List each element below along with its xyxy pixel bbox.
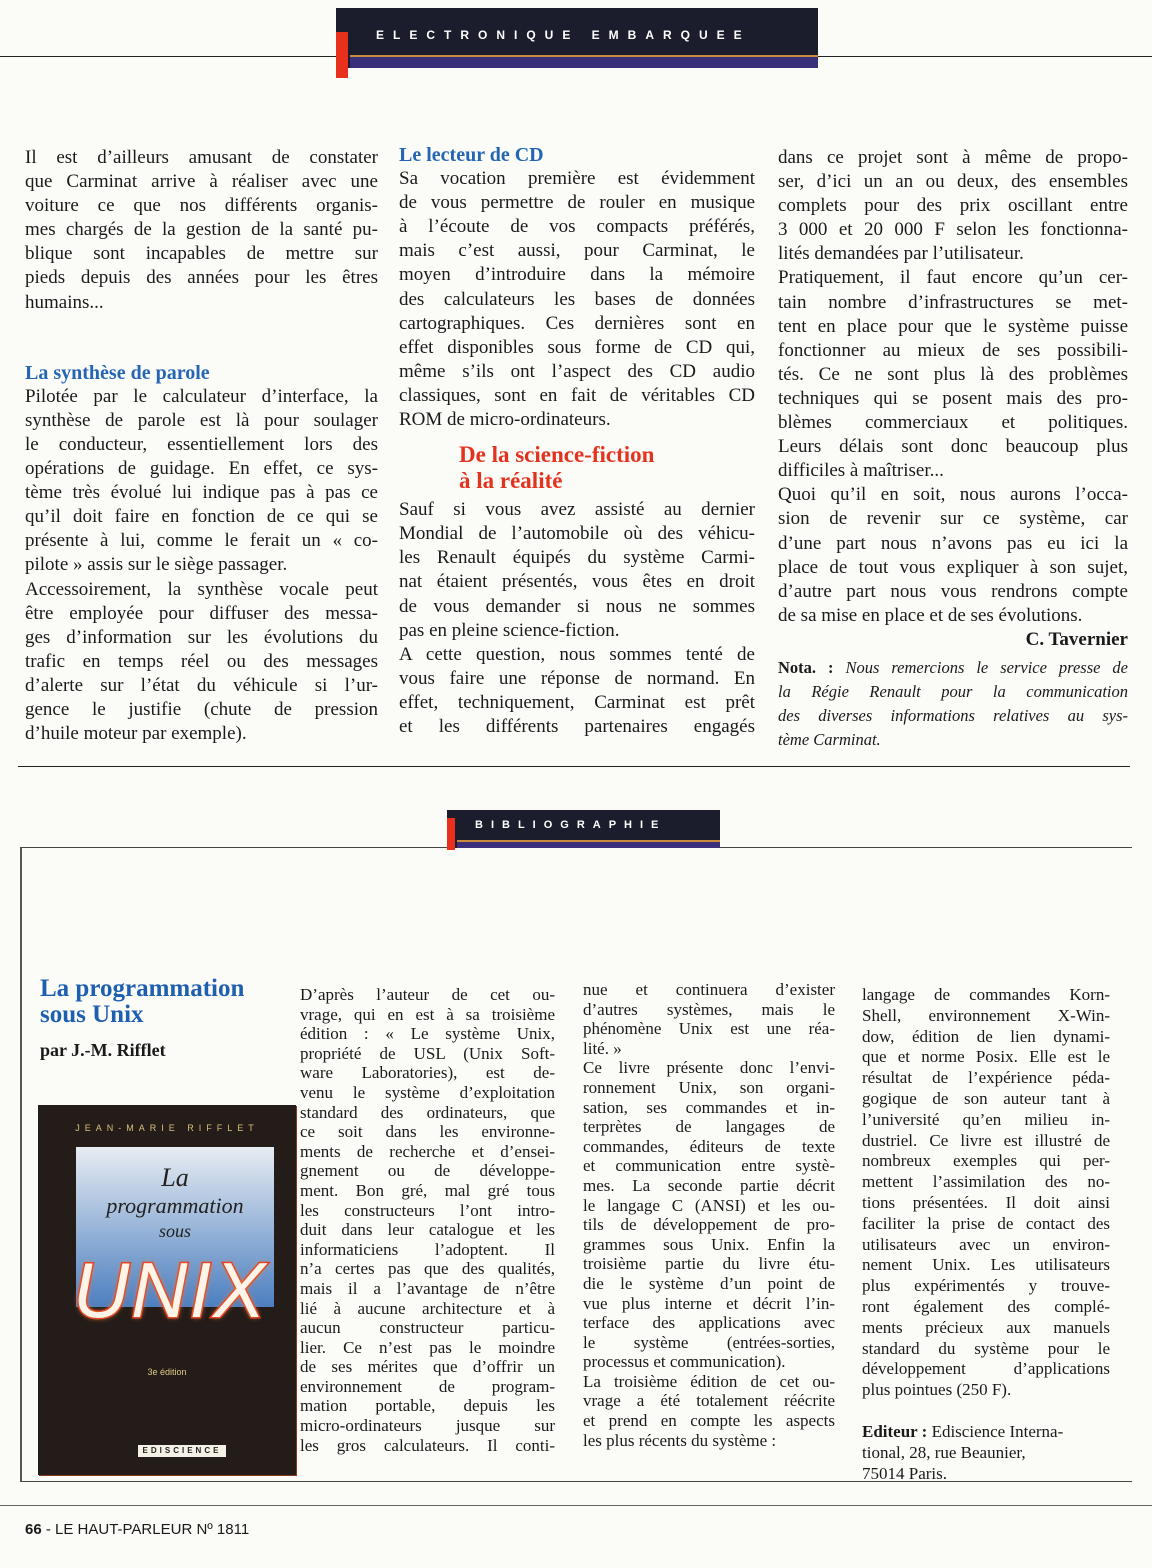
text-line: troisième partie du livre étu- [583, 1254, 835, 1274]
text-line: blèmes commerciaux et politiques. [778, 412, 1128, 434]
text-line: mes. La seconde partie décrit [583, 1175, 835, 1195]
text-line: effet, techniquement, Carminat est prêt [399, 691, 755, 713]
text-line: voiture ce que nos différents organis- [25, 195, 378, 217]
cover-unix: UNIX [72, 1246, 268, 1334]
text-line: présente à lui, comme le ferait un « co- [25, 530, 378, 552]
text-line: ments de recherche et d’ensei- [300, 1141, 555, 1161]
cover-edition: 3e édition [147, 1367, 187, 1377]
article-column-2 [399, 143, 755, 739]
text-line: et les différents partenaires engagés [399, 715, 755, 737]
text-line: Mondial de l’automobile où des véhicu- [399, 523, 755, 545]
text-line: Quoi qu’il en soit, nous aurons l’occa- [778, 484, 1128, 506]
text-line: opérations de guidage. En effet, ce sys- [25, 458, 378, 480]
text-line: venu le système d’exploitation [300, 1082, 555, 1102]
text-line: gogique de son auteur tant à [862, 1088, 1110, 1108]
heading-line: De la science-fiction [459, 442, 655, 468]
text-line: ront également des complé- [862, 1296, 1110, 1316]
text-line: être employée pour diffuser des messa- [25, 602, 378, 624]
banner-red-block [336, 32, 348, 78]
text-line: vrage a été totalement réécrite [583, 1391, 835, 1411]
section-banner [336, 8, 818, 68]
text-line: d’alerte sur l’état du véhicule si l’ur- [25, 674, 378, 696]
text-line: édition : « Le système Unix, [300, 1024, 555, 1044]
text-line: grammes sous Unix. Enfin la [583, 1234, 835, 1254]
text-line: tème très évolué lui indique pas à pas ce [25, 482, 378, 504]
text-line: processus et communication). [583, 1352, 786, 1372]
text-line: D’après l’auteur de cet ou- [300, 985, 555, 1004]
text-line: Leurs délais sont donc beaucoup plus [778, 436, 1128, 458]
text-line: commandes, éditeurs de texte [583, 1136, 835, 1156]
text-line: humains... [25, 291, 104, 313]
text-line: pas en pleine science-fiction. [399, 619, 620, 641]
text-line: blique sont incapables de mettre sur [25, 243, 378, 265]
text-line: et communication entre systè- [583, 1156, 835, 1176]
text-line: tés. Ce ne sont plus là des problèmes [778, 363, 1128, 385]
footer-rule [0, 1505, 1152, 1506]
text-line: lités demandées par l’utilisateur. [778, 243, 1024, 265]
text-line: Ce livre présente donc l’envi- [583, 1058, 835, 1078]
section-title: ELECTRONIQUE EMBARQUEE [376, 28, 751, 42]
text-line: le système (entrées-sorties, [583, 1332, 835, 1352]
text-line: qu’il doit faire en fonction de ce qui se [25, 506, 378, 528]
text-line: dustriel. Ce livre est illustré de [862, 1130, 1110, 1150]
text-line: fonctionner au mieux de ses possibili- [778, 339, 1128, 361]
nota-line: la Régie Renault pour la communication [778, 682, 1128, 701]
text-line: gence le justifie (chute de pression [25, 698, 378, 720]
spacer [862, 1401, 1110, 1422]
text-line: à l’écoute de vos compacts préférés, [399, 216, 755, 238]
text-line: standard des ordinateurs, que [300, 1102, 555, 1122]
text-line: d’une part nous n’avons pas eu ici la [778, 532, 1128, 554]
text-line: ments précieux aux manuels [862, 1317, 1110, 1337]
text-line: mettent l’assimilation des no- [862, 1172, 1110, 1192]
text-line: même s’ils ont l’aspect des CD audio [399, 360, 755, 382]
text-line: die le système d’un point de [583, 1273, 835, 1293]
text-line: résultat de l’expérience péda- [862, 1068, 1110, 1088]
text-line: dans ce projet sont à même de propo- [778, 147, 1128, 168]
text-line: ce soit dans les environne- [300, 1122, 555, 1142]
page-number: 66 [25, 1521, 42, 1538]
text-line: tils de développement de pro- [583, 1215, 835, 1235]
text-line: lier. Ce n’est pas le moindre [300, 1337, 555, 1357]
text-line: n’a certes pas que des qualités, [300, 1259, 555, 1279]
text-line: difficiles à maîtriser... [778, 460, 944, 482]
text-line: pilote » assis sur le siège passager. [25, 554, 288, 576]
text-line: plus pointues (250 F). [862, 1380, 1012, 1400]
text-line: d’autre part nous vous rendrons compte [778, 580, 1128, 602]
text-line: mais il a l’avantage de n’être [300, 1278, 555, 1298]
text-line: tions présentées. Il doit ainsi [862, 1192, 1110, 1212]
text-line: nombreux exemples qui per- [862, 1151, 1110, 1171]
text-line: mes chargés de la gestion de la santé pu- [25, 219, 378, 241]
nota-line: des diverses informations relatives au sys- [778, 706, 1128, 725]
text-line: standard du système pour le [862, 1338, 1110, 1358]
text-line: vue plus interne et décrit l’in- [583, 1293, 835, 1313]
cover-publisher: EDISCIENCE [138, 1445, 226, 1457]
nota-text: Nous remercions le service presse de [845, 658, 1128, 677]
article-column-1 [25, 146, 378, 746]
article-column-3 [778, 146, 1128, 652]
text-line: et prend en compte les aspects [583, 1411, 835, 1431]
text-line: d’autres systèmes, mais le [583, 999, 835, 1019]
nota-line: tème Carminat. [778, 730, 881, 749]
bibliography-banner [447, 810, 720, 848]
text-line: trafic en temps réel ou des messages [25, 650, 378, 672]
book-title-line: sous Unix [40, 1001, 144, 1028]
text-line: place de tout vous expliquer à son sujet, [778, 556, 1128, 578]
cover-script: La [161, 1163, 189, 1192]
footer [25, 1521, 249, 1538]
text-line: d’huile moteur par exemple). [25, 723, 247, 745]
text-line: nue et continuera d’exister [583, 980, 835, 999]
text-line: cartographiques. Ces dernières sont en [399, 312, 755, 334]
text-line: moyen d’introduire dans la mémoire [399, 264, 755, 286]
publisher-label: Editeur : [862, 1421, 928, 1441]
book-title [40, 976, 244, 1028]
review-column-1 [300, 985, 555, 1455]
text-line: La troisième édition de cet ou- [583, 1371, 835, 1391]
text-line: mais c’est aussi, pour Carminat, le [399, 240, 755, 262]
text-line: ser, d’ici un an ou deux, des ensembles [778, 171, 1128, 193]
text-line: le conducteur, essentiellement lors des [25, 433, 378, 455]
text-line: classiques, sont en fait de véritables CD [399, 384, 755, 406]
text-line: les constructeurs l’ont intro- [300, 1200, 555, 1220]
book-cover-image [38, 1105, 296, 1475]
text-line: de vous permettre de rouler en musique [399, 192, 755, 214]
text-line: les plus récents du système : [583, 1430, 777, 1450]
review-column-2 [583, 980, 835, 1450]
text-line: Sauf si vous avez assisté au dernier [399, 499, 755, 521]
text-line: ware Laboratories), est de- [300, 1063, 555, 1083]
bibliography-title: BIBLIOGRAPHIE [475, 819, 667, 831]
text-line: lié à aucune architecture et à [300, 1298, 555, 1318]
text-line: de sa mise en place et de ses évolutions. [778, 604, 1083, 626]
text-line: Sa vocation première est évidemment [399, 168, 755, 190]
nota-line [778, 656, 1128, 680]
text-line: de vous demander si nous ne sommes [399, 595, 755, 617]
banner-strip [350, 55, 818, 68]
text-line: ment. Bon gré, mal gré tous [300, 1180, 555, 1200]
text-line: 75014 Paris. [862, 1463, 947, 1483]
text-line: sation, ses commandes et in- [583, 1097, 835, 1117]
heading-line: à la réalité [459, 468, 563, 494]
text-line: propriété de USL (Unix Soft- [300, 1043, 555, 1063]
nota-label: Nota. : [778, 658, 834, 677]
text-line: les gros calculateurs. Il conti- [300, 1435, 555, 1455]
nota [778, 656, 1128, 752]
book-author: par J.-M. Rifflet [40, 1040, 166, 1060]
text-line: sion de revenir sur ce système, car [778, 508, 1128, 530]
text-line: langage de commandes Korn- [862, 985, 1110, 1004]
text-line: ges d’information sur les évolutions du [25, 626, 378, 648]
cover-script: programmation [106, 1193, 244, 1218]
text-line: complets pour des prix oscillant entre [778, 195, 1128, 217]
review-column-3 [862, 985, 1110, 1484]
cover-script: sous [158, 1221, 191, 1241]
section-heading [399, 442, 755, 494]
text-line: vrage, qui en est à sa troisième [300, 1004, 555, 1024]
text-line: synthèse de parole est là pour soulager [25, 409, 378, 431]
text-line: ROM de micro-ordinateurs. [399, 409, 611, 431]
text-line: aucun constructeur particu- [300, 1318, 555, 1338]
section-heading: La synthèse de parole [25, 361, 210, 384]
text-line: Accessoirement, la synthèse vocale peut [25, 578, 378, 600]
text-line: vous faire une réponse de normand. En [399, 667, 755, 689]
book-title-line: La programmation [40, 975, 245, 1002]
spacer [25, 315, 378, 361]
text-line: terprètes de langages de [583, 1117, 835, 1137]
text-line [862, 1422, 1110, 1443]
text-line: des calculateurs les bases de données [399, 288, 755, 310]
text-line: nat étaient présentés, vous êtes en droit [399, 571, 755, 593]
magazine-name: - LE HAUT-PARLEUR Nº 1811 [45, 1521, 250, 1538]
text-line: ronnement Unix, son organi- [583, 1077, 835, 1097]
text-line: que et norme Posix. Elle est le [862, 1047, 1110, 1067]
text-line: faciliter la prise de contact des [862, 1213, 1110, 1233]
text-line: tional, 28, rue Beaunier, [862, 1442, 1026, 1462]
text-line: les Renault équipés du système Carmi- [399, 547, 755, 569]
text-line: terface des applications avec [583, 1313, 835, 1333]
banner-strip [457, 840, 720, 848]
text-line: utilisateurs avec un environ- [862, 1234, 1110, 1254]
text-line: développement d’applications [862, 1359, 1110, 1379]
author-signature: C. Tavernier [1025, 628, 1128, 650]
text-line: duit dans leur catalogue et les [300, 1220, 555, 1240]
section-heading: Le lecteur de CD [399, 144, 544, 166]
text-line: effet disponibles sous forme de CD qui, [399, 336, 755, 358]
text-line: environnement de program- [300, 1376, 555, 1396]
text-line: dow, édition de lien dynami- [862, 1026, 1110, 1046]
section-divider [18, 766, 1130, 767]
cover-author: JEAN-MARIE RIFFLET [75, 1123, 259, 1133]
text-line: tain nombre d’infrastructures se met- [778, 291, 1128, 313]
text-line: le langage C (ANSI) et les ou- [583, 1195, 835, 1215]
text-line: mation portable, depuis les [300, 1396, 555, 1416]
text-line: l’université qu’en milieu in- [862, 1109, 1110, 1129]
text-line: Pilotée par le calculateur d’interface, la [25, 385, 378, 407]
text-line: de ses mérites que d’offrir un [300, 1357, 555, 1377]
text-line: micro-ordinateurs jusque sur [300, 1416, 555, 1436]
text-line: 3 000 et 20 000 F selon les fonctionna- [778, 219, 1128, 241]
text-line: techniques qui se posent mais des pro- [778, 387, 1128, 409]
text-line: Shell, environnement X-Win- [862, 1005, 1110, 1025]
text-line: phénomène Unix est une réa- [583, 1019, 835, 1039]
text-line: plus expérimentés y trouve- [862, 1276, 1110, 1296]
publisher-text: Ediscience Interna- [927, 1421, 1064, 1441]
text-line: gnement ou de développe- [300, 1161, 555, 1181]
text-line: informaticiens l’adoptent. Il [300, 1239, 555, 1259]
text-line: Il est d’ailleurs amusant de constater [25, 147, 378, 168]
text-line: que Carminat arrive à réaliser avec une [25, 171, 378, 193]
text-line: lité. » [583, 1038, 622, 1058]
text-line: tent en place pour que le système puisse [778, 315, 1128, 337]
banner-red-block [447, 818, 455, 850]
text-line: Pratiquement, il faut encore qu’un cer- [778, 267, 1128, 289]
text-line: pieds depuis des années pour les êtres [25, 267, 378, 289]
text-line: nement Unix. Les utilisateurs [862, 1255, 1110, 1275]
text-line: A cette question, nous sommes tenté de [399, 643, 755, 665]
